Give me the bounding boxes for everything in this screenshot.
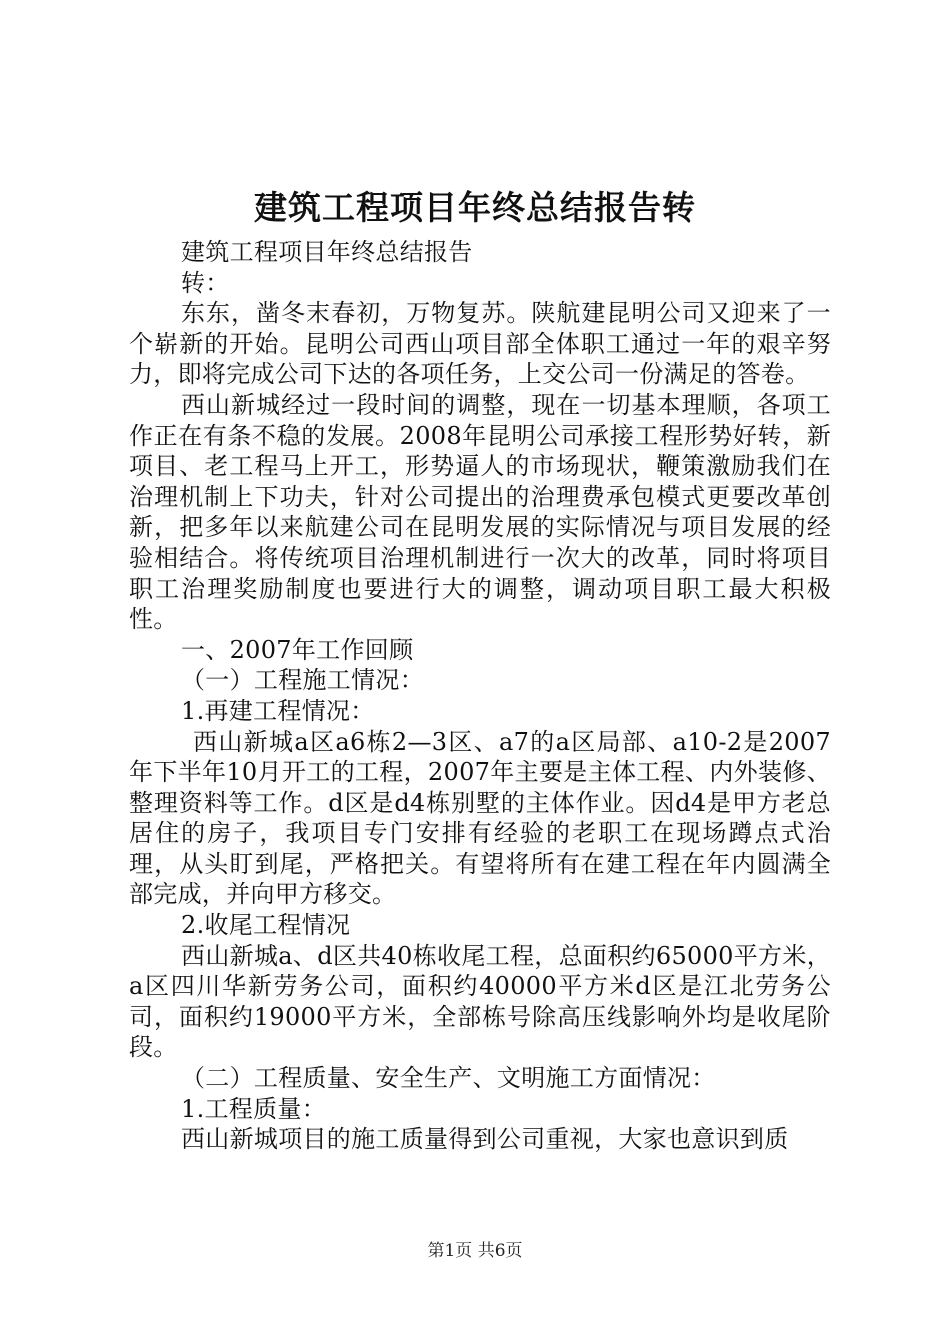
item-heading: 1.工程质量： (181, 1094, 326, 1123)
subsection-heading: （一）工程施工情况： (181, 666, 424, 695)
body-paragraph: 西山新城a、d区共40栋收尾工程，总面积约65000平方米，a区四川华新劳务公司，面积约40000平方米d区是江北劳务公司，面积约19000平方米，全部栋号除高压线影响外均是收尾阶段。 (129, 941, 831, 1062)
page-footer: 第1页 共6页 (427, 1241, 523, 1261)
item-heading: 2.收尾工程情况 (181, 911, 351, 940)
section-heading: 一、2007年工作回顾 (181, 635, 414, 664)
body-paragraph: 东东，凿冬末春初，万物复苏。陕航建昆明公司又迎来了一个崭新的开始。昆明公司西山项目部全体职工通过一年的艰辛努力，即将完成公司下达的各项任务，上交公司一份满足的答卷。 (129, 299, 831, 389)
body-paragraph: 西山新城项目的施工质量得到公司重视，大家也意识到质 (181, 1125, 789, 1154)
body-paragraph: 西山新城a区a6栋2—3区、a7的a区局部、a10-2是2007年下半年10月开工的工程，2007年主要是主体工程、内外装修、整理资料等工作。d区是d4栋别墅的主体作业。因d4是甲方老总居住的房子，我项目专门安排有经验的老职工在现场蹲点式治理，从头盯到尾，严格把关。有望将所有在建工程在年内圆满全部完成，并向甲方移交。 (129, 727, 831, 909)
body-paragraph: 西山新城经过一段时间的调整，现在一切基本理顺，各项工作正在有条不稳的发展。2008年昆明公司承接工程形势好转，新项目、老工程马上开工，形势逼人的市场现状，鞭策激励我们在治理机制上下功夫，针对公司提出的治理费承包模式更要改革创新，把多年以来航建公司在昆明发展的实际情况与项目发展的经验相结合。将传统项目治理机制进行一次大的改革，同时将项目职工治理奖励制度也要进行大的调整，调动项目职工最大积极性。 (129, 390, 831, 634)
body-paragraph: 转： (181, 268, 230, 297)
subsection-heading: （二）工程质量、安全生产、文明施工方面情况： (181, 1064, 716, 1093)
document-body (129, 237, 831, 1155)
item-heading: 1.再建工程情况： (181, 696, 375, 725)
body-paragraph: 建筑工程项目年终总结报告 (181, 238, 473, 266)
document-title: 建筑工程项目年终总结报告转 (254, 188, 696, 227)
